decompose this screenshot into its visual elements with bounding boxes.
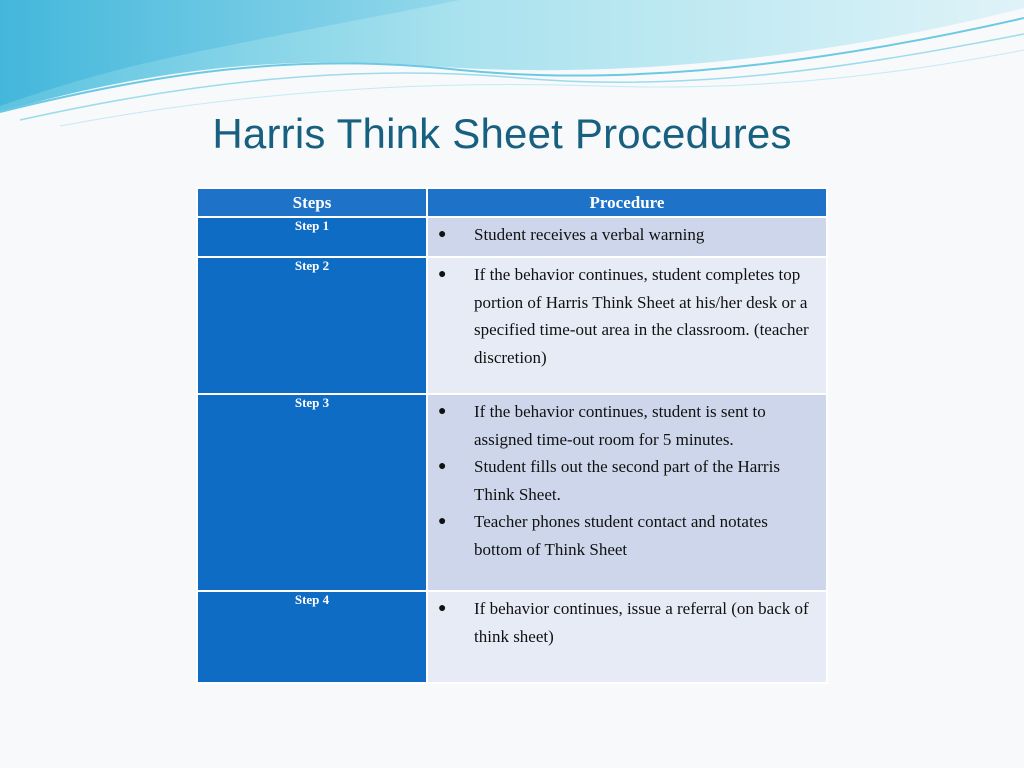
step-cell: Step 1 (197, 217, 427, 257)
list-item (428, 508, 818, 563)
list-item (428, 261, 818, 371)
procedure-text: Student fills out the second part of the Harris Think Sheet. (474, 457, 780, 504)
procedure-text: If the behavior continues, student completes top portion of Harris Think Sheet at his/her desk or a specified time-out area in the classroom. (teacher discretion) (474, 265, 809, 367)
table-row-step-2 (197, 257, 827, 394)
header-steps: Steps (197, 188, 427, 217)
procedure-text: Student receives a verbal warning (474, 225, 705, 244)
bullet-icon: ● (438, 514, 447, 529)
list-item (428, 398, 818, 453)
procedure-list (428, 218, 826, 249)
bullet-icon: ● (438, 601, 447, 616)
procedure-cell (427, 257, 827, 394)
procedures-table (196, 187, 828, 684)
step-cell: Step 4 (197, 591, 427, 683)
table-row-step-4 (197, 591, 827, 683)
list-item (428, 595, 818, 650)
table-row-step-1 (197, 217, 827, 257)
header-procedure: Procedure (427, 188, 827, 217)
table-header-row (197, 188, 827, 217)
list-item (428, 221, 818, 249)
step-cell: Step 2 (197, 257, 427, 394)
table-row-step-3 (197, 394, 827, 591)
bullet-icon: ● (438, 404, 447, 419)
step-cell: Step 3 (197, 394, 427, 591)
bullet-icon: ● (438, 227, 447, 242)
procedure-list (428, 592, 826, 650)
procedure-list (428, 395, 826, 563)
bullet-icon: ● (438, 267, 447, 282)
procedure-text: Teacher phones student contact and notates bottom of Think Sheet (474, 512, 768, 559)
procedure-list (428, 258, 826, 371)
procedure-cell (427, 394, 827, 591)
procedure-text: If behavior continues, issue a referral (on back of think sheet) (474, 599, 809, 646)
bullet-icon: ● (438, 459, 447, 474)
procedure-cell (427, 591, 827, 683)
slide-title: Harris Think Sheet Procedures (212, 110, 792, 157)
procedure-text: If the behavior continues, student is sent to assigned time-out room for 5 minutes. (474, 402, 766, 449)
procedure-cell (427, 217, 827, 257)
list-item (428, 453, 818, 508)
